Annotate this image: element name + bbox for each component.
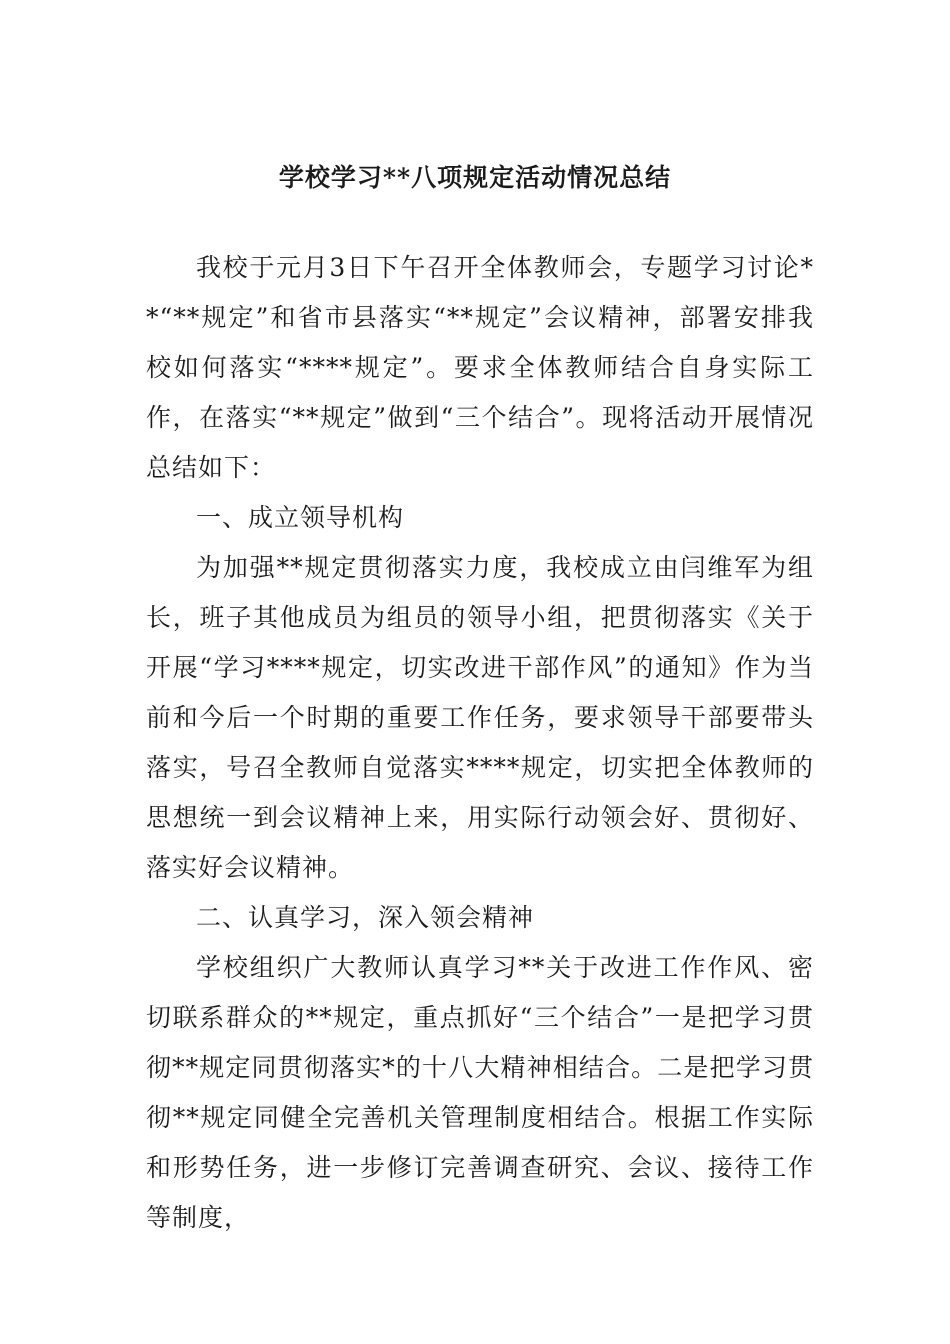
document-body bbox=[146, 243, 814, 1243]
section-heading-2: 二、认真学习，深入领会精神 bbox=[196, 903, 535, 932]
section-2-paragraph: 学校组织广大教师认真学习**关于改进工作作风、密切联系群众的**规定，重点抓好“三个结合”一是把学习贯彻**规定同贯彻落实*的十八大精神相结合。二是把学习贯彻**规定同健全完善机关管理制度相结合。根据工作实际和形势任务，进一步修订完善调查研究、会议、接待工作等制度， bbox=[146, 953, 814, 1232]
section-heading-1: 一、成立领导机构 bbox=[196, 503, 405, 532]
intro-paragraph: 我校于元月3日下午召开全体教师会，专题学习讨论**“**规定”和省市县落实“**规定”会议精神，部署安排我校如何落实“****规定”。要求全体教师结合自身实际工作，在落实“**规定”做到“三个结合”。现将活动开展情况总结如下： bbox=[146, 253, 814, 482]
document-title: 学校学习**八项规定活动情况总结 bbox=[278, 163, 672, 192]
section-1-paragraph: 为加强**规定贯彻落实力度，我校成立由闫维军为组长，班子其他成员为组员的领导小组，把贯彻落实《关于开展“学习****规定，切实改进干部作风”的通知》作为当前和今后一个时期的重要工作任务，要求领导干部要带头落实，号召全教师自觉落实****规定，切实把全体教师的思想统一到会议精神上来，用实际行动领会好、贯彻好、落实好会议精神。 bbox=[146, 553, 814, 882]
